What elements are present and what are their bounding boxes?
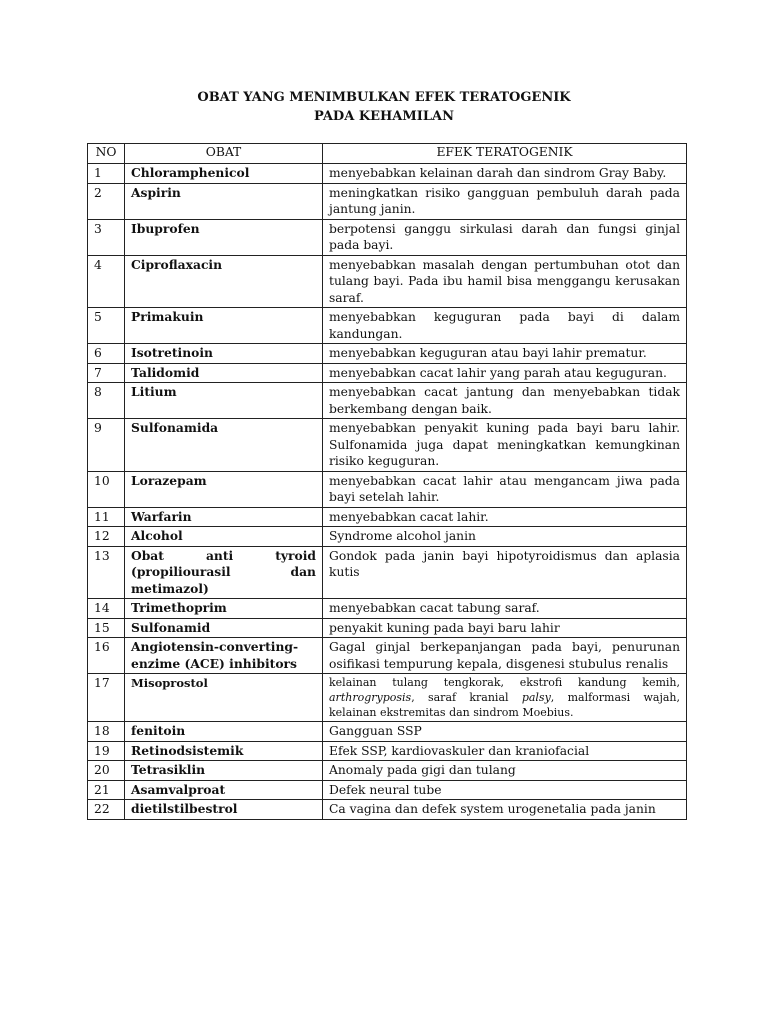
document-title: OBAT YANG MENIMBULKAN EFEK TERATOGENIK <box>197 90 571 105</box>
row-no: 2 <box>88 183 125 219</box>
row-no: 13 <box>88 546 125 599</box>
row-no: 20 <box>88 761 125 781</box>
drug-effect: menyebabkan kelainan darah dan sindrom Gray Baby. <box>323 164 687 184</box>
drug-name: Sulfonamid <box>125 618 323 638</box>
row-no: 19 <box>88 741 125 761</box>
drug-effect: Ca vagina dan defek system urogenetalia pada janin <box>323 800 687 820</box>
table-row <box>88 183 687 219</box>
row-no: 16 <box>88 638 125 674</box>
drug-effect: menyebabkan cacat lahir atau mengancam jiwa pada bayi setelah lahir. <box>323 471 687 507</box>
table-row <box>88 419 687 472</box>
drug-name: Trimethoprim <box>125 599 323 619</box>
table-row <box>88 722 687 742</box>
table-row <box>88 674 687 722</box>
row-no: 8 <box>88 383 125 419</box>
header-drug: OBAT <box>125 144 323 164</box>
table-row <box>88 618 687 638</box>
row-no: 6 <box>88 344 125 364</box>
effect-part: , malformasi wajah, kelainan ekstremitas dan sindrom Moebius. <box>329 691 680 719</box>
drug-name: fenitoin <box>125 722 323 742</box>
effect-part: , saraf kranial <box>411 691 522 704</box>
table-row <box>88 363 687 383</box>
drug-name: Obat anti tyroid (propiliourasil dan metimazol) <box>125 546 323 599</box>
row-no: 1 <box>88 164 125 184</box>
row-no: 10 <box>88 471 125 507</box>
drug-effect: menyebabkan cacat lahir. <box>323 507 687 527</box>
row-no: 14 <box>88 599 125 619</box>
drug-effect: menyebabkan cacat lahir yang parah atau keguguran. <box>323 363 687 383</box>
table-row <box>88 471 687 507</box>
table-row <box>88 383 687 419</box>
drug-name: Ibuprofen <box>125 219 323 255</box>
row-no: 4 <box>88 255 125 308</box>
effect-part-italic: arthrogryposis <box>329 691 412 704</box>
drug-name: Primakuin <box>125 308 323 344</box>
drug-effect: menyebabkan keguguran atau bayi lahir prematur. <box>323 344 687 364</box>
table-header-row <box>88 144 687 164</box>
drug-effect <box>323 674 687 722</box>
drug-effect: Anomaly pada gigi dan tulang <box>323 761 687 781</box>
table-row <box>88 599 687 619</box>
table-row <box>88 638 687 674</box>
document-subtitle: PADA KEHAMILAN <box>314 109 454 124</box>
row-no: 18 <box>88 722 125 742</box>
row-no: 21 <box>88 780 125 800</box>
drug-effect: menyebabkan masalah dengan pertumbuhan otot dan tulang bayi. Pada ibu hamil bisa menggangu kerusakan saraf. <box>323 255 687 308</box>
drug-name: Asamvalproat <box>125 780 323 800</box>
drug-effect: penyakit kuning pada bayi baru lahir <box>323 618 687 638</box>
drug-name: Sulfonamida <box>125 419 323 472</box>
drug-effect: menyebabkan cacat tabung saraf. <box>323 599 687 619</box>
drug-effect: Syndrome alcohol janin <box>323 527 687 547</box>
drug-effect: menyebabkan keguguran pada bayi di dalam kandungan. <box>323 308 687 344</box>
table-row <box>88 164 687 184</box>
row-no: 11 <box>88 507 125 527</box>
drug-name: Tetrasiklin <box>125 761 323 781</box>
table-row <box>88 741 687 761</box>
drug-name: Chloramphenicol <box>125 164 323 184</box>
drug-name: Litium <box>125 383 323 419</box>
header-no: NO <box>88 144 125 164</box>
table-row <box>88 308 687 344</box>
drug-name: Angiotensin-converting-enzime (ACE) inhibitors <box>125 638 323 674</box>
drug-name: Aspirin <box>125 183 323 219</box>
row-no: 5 <box>88 308 125 344</box>
row-no: 3 <box>88 219 125 255</box>
drug-effect: menyebabkan penyakit kuning pada bayi baru lahir. Sulfonamida juga dapat meningkatkan kemungkinan risiko keguguran. <box>323 419 687 472</box>
drug-name: Alcohol <box>125 527 323 547</box>
table-row <box>88 780 687 800</box>
drug-name: Isotretinoin <box>125 344 323 364</box>
drug-effect: Defek neural tube <box>323 780 687 800</box>
drug-effect: menyebabkan cacat jantung dan menyebabkan tidak berkembang dengan baik. <box>323 383 687 419</box>
drug-name: Retinodsistemik <box>125 741 323 761</box>
row-no: 12 <box>88 527 125 547</box>
drug-name: Talidomid <box>125 363 323 383</box>
drug-name: dietilstilbestrol <box>125 800 323 820</box>
row-no: 22 <box>88 800 125 820</box>
drug-name: Misoprostol <box>125 674 323 722</box>
table-row <box>88 527 687 547</box>
drug-effect: berpotensi ganggu sirkulasi darah dan fungsi ginjal pada bayi. <box>323 219 687 255</box>
drug-name: Warfarin <box>125 507 323 527</box>
drug-effect: Efek SSP, kardiovaskuler dan kraniofacial <box>323 741 687 761</box>
table-row <box>88 800 687 820</box>
drug-effect: Gangguan SSP <box>323 722 687 742</box>
effect-part: kelainan tulang tengkorak, ekstrofi kandung kemih, <box>329 676 680 689</box>
table-row <box>88 344 687 364</box>
drug-name: Ciproflaxacin <box>125 255 323 308</box>
row-no: 17 <box>88 674 125 722</box>
row-no: 7 <box>88 363 125 383</box>
table-row <box>88 255 687 308</box>
table-row <box>88 546 687 599</box>
drug-effect: Gondok pada janin bayi hipotyroidismus dan aplasia kutis <box>323 546 687 599</box>
drug-effect: Gagal ginjal berkepanjangan pada bayi, penurunan osifikasi tempurung kepala, disgenesi stubulus renalis <box>323 638 687 674</box>
drug-effect: meningkatkan risiko gangguan pembuluh darah pada jantung janin. <box>323 183 687 219</box>
teratogenic-drugs-table <box>87 143 687 820</box>
row-no: 9 <box>88 419 125 472</box>
drug-name: Lorazepam <box>125 471 323 507</box>
header-effect: EFEK TERATOGENIK <box>323 144 687 164</box>
row-no: 15 <box>88 618 125 638</box>
table-row <box>88 507 687 527</box>
table-row <box>88 761 687 781</box>
effect-part-italic: palsy <box>521 691 551 704</box>
table-row <box>88 219 687 255</box>
